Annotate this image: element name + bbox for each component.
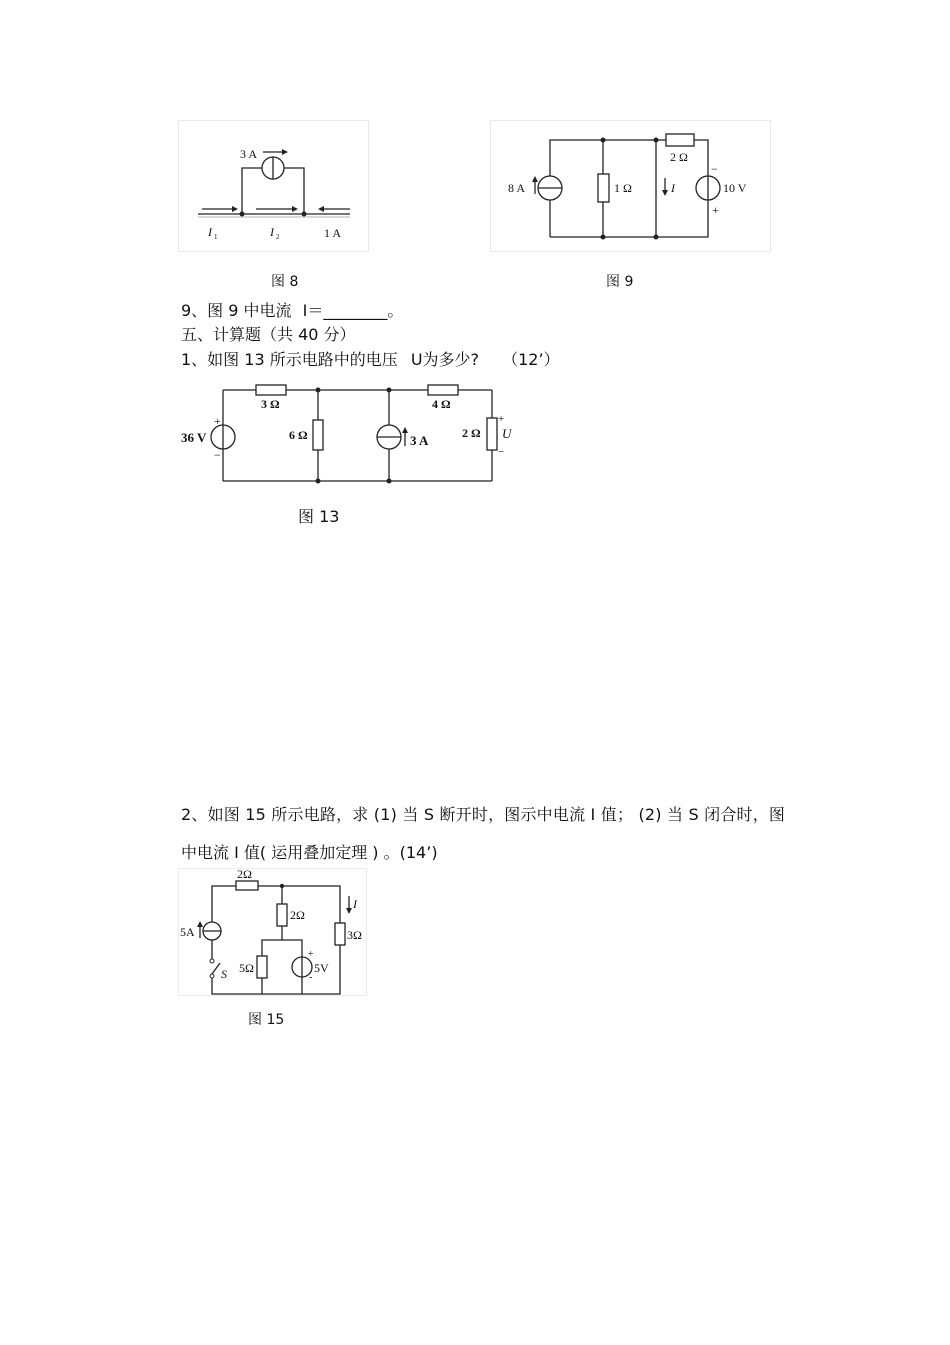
question-2-line-2: 中电流 I 值( 运用叠加定理 ) 。(14’)	[181, 843, 438, 862]
r3-label: 3Ω	[347, 928, 362, 942]
node-right	[302, 212, 307, 217]
v-source-plus: +	[214, 414, 221, 428]
resistor-5ohm	[257, 956, 267, 978]
minus-sign: −	[711, 162, 718, 176]
switch-label: S	[221, 967, 227, 981]
resistor-1ohm	[598, 174, 609, 202]
r-top-label: 2Ω	[237, 868, 252, 881]
i2-label: I	[270, 225, 274, 239]
resistor-2ohm	[666, 134, 694, 146]
r2-label: 2 Ω	[670, 150, 688, 164]
source-5a-label: 5A	[180, 925, 195, 939]
question-9-blank: ＝________。	[307, 301, 404, 320]
figure-15-caption: 图 15	[248, 1012, 285, 1028]
question-9-prefix: 9、图 9 中电流	[181, 301, 292, 320]
r-mid-label: 2Ω	[290, 908, 305, 922]
figure-9-caption: 图 9	[606, 274, 634, 290]
source-label: 3 A	[240, 147, 258, 161]
i2-subscript: 2	[276, 233, 280, 241]
resistor-6ohm	[313, 420, 323, 450]
figure-13	[178, 380, 523, 494]
i1-subscript: 1	[214, 233, 218, 241]
question-1-text: 1、如图 13 所示电路中的电压	[181, 350, 398, 369]
r2-label: 2 Ω	[462, 426, 481, 440]
u-minus: −	[498, 446, 505, 458]
question-9	[181, 303, 403, 319]
current-i-label: I	[671, 181, 675, 195]
question-2-line-1: 2、如图 15 所示电路，求 (1) 当 S 断开时，图示中电流 I 值； (2) 当 S 闭合时，图	[181, 805, 786, 824]
resistor-mid-2ohm	[277, 904, 287, 926]
r4-label: 4 Ω	[432, 397, 451, 411]
r5-label: 5Ω	[239, 961, 254, 975]
resistor-4ohm	[428, 385, 458, 395]
resistor-3ohm	[256, 385, 286, 395]
plus-sign: +	[712, 203, 719, 217]
u-label: U	[502, 426, 512, 441]
source-8a-label: 8 A	[508, 181, 526, 195]
i-source-label: 3 A	[410, 433, 429, 448]
r6-label: 6 Ω	[289, 428, 308, 442]
question-1-points: （12’）	[502, 350, 560, 369]
v-plus: +	[308, 949, 314, 960]
question-1-var: U	[410, 350, 423, 369]
figure-8-caption: 图 8	[271, 274, 299, 290]
section-5-heading: 五、计算题（共 40 分）	[181, 325, 356, 344]
right-current-label: 1 A	[324, 226, 342, 240]
v-source-label: 5V	[314, 961, 329, 975]
node-left	[240, 212, 245, 217]
i1-label: I	[208, 225, 212, 239]
v-source-label: 36 V	[181, 430, 207, 445]
current-i-label: I	[353, 897, 357, 911]
figure-13-circuit	[178, 380, 523, 490]
r3-label: 3 Ω	[261, 397, 280, 411]
question-1-rest: 为多少?	[422, 350, 480, 369]
figure-8-circuit	[178, 120, 370, 254]
resistor-top-2ohm	[236, 881, 258, 890]
figure-9-circuit	[490, 120, 772, 254]
voltage-label: 10 V	[723, 181, 747, 195]
v-minus: -	[309, 972, 313, 983]
figure-8	[178, 120, 370, 258]
question-1	[181, 352, 560, 368]
resistor-2ohm	[487, 418, 497, 450]
question-9-var: I	[302, 301, 308, 320]
figure-13-caption: 图 13	[298, 507, 340, 526]
figure-15-circuit	[178, 868, 368, 998]
v-source-minus: −	[214, 448, 221, 462]
resistor-3ohm	[335, 923, 345, 945]
figure-15	[178, 868, 368, 1002]
figure-9	[490, 120, 772, 258]
u-plus: +	[498, 413, 505, 425]
r1-label: 1 Ω	[614, 181, 632, 195]
